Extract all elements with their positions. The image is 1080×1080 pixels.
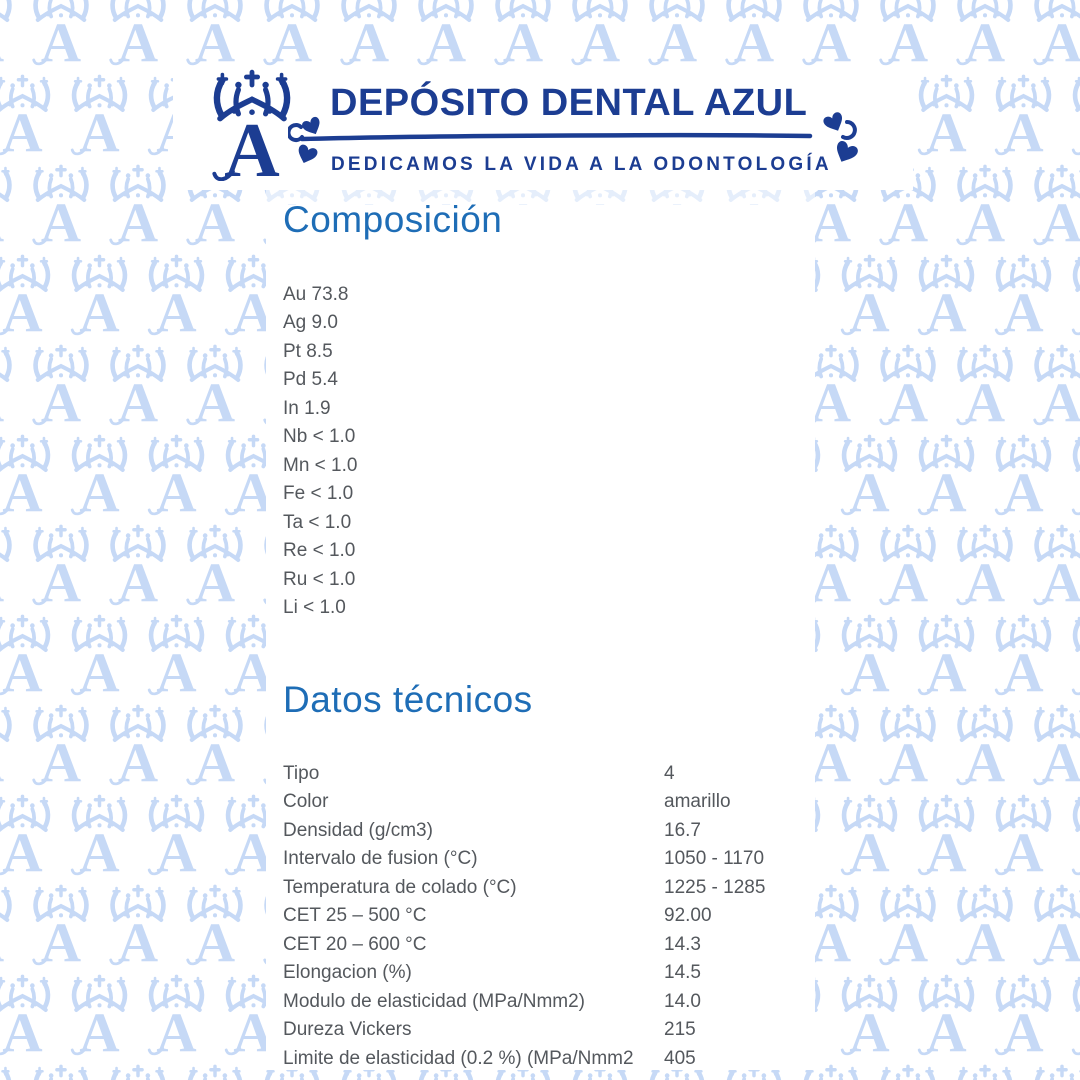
brand-tagline: DEDICAMOS LA VIDA A LA ODONTOLOGÍA [331,154,832,175]
composition-item: Fe < 1.0 [283,483,354,505]
composition-item: Mn < 1.0 [283,454,358,476]
table-row [283,760,803,788]
composition-item: Pt 8.5 [283,340,333,362]
row-label: Intervalo de fusion (°C) [283,848,478,870]
row-value: 14.3 [664,933,701,955]
row-value: 4 [664,763,675,784]
row-value: 14.0 [664,990,701,1012]
row-value: 215 [664,1019,696,1041]
composition-item: Nb < 1.0 [283,426,356,448]
table-row [283,902,803,930]
row-value: 1050 - 1170 [664,848,765,870]
row-label: CET 20 – 600 °C [283,933,427,955]
composition-item: Ag 9.0 [283,312,338,334]
table-row [283,788,803,816]
row-value: 14.5 [664,962,701,984]
table-row [283,1016,803,1044]
composition-item: Pd 5.4 [283,369,338,391]
composition-list [283,281,798,622]
row-value: 1225 - 1285 [664,876,766,898]
composition-item: Au 73.8 [283,284,349,305]
row-label: Tipo [283,763,320,784]
technical-heading: Datos técnicos [283,679,533,720]
brand-title[interactable]: DEPÓSITO DENTAL AZUL [330,82,808,124]
row-label: Limite de elasticidad (0.2 %) (MPa/Nmm2 [283,1047,634,1069]
table-row [283,845,803,873]
row-label: Densidad (g/cm3) [283,819,433,841]
composition-item: Re < 1.0 [283,540,356,562]
row-value: 405 [664,1047,696,1069]
row-value: 16.7 [664,819,701,841]
row-label: CET 25 – 500 °C [283,905,427,927]
table-row [283,874,803,902]
row-label: Temperatura de colado (°C) [283,876,517,898]
row-label: Dureza Vickers [283,1019,412,1041]
technical-table [283,760,803,1073]
composition-item: In 1.9 [283,397,331,419]
composition-item: Ta < 1.0 [283,511,352,533]
table-row [283,959,803,987]
row-value: 92.00 [664,905,712,927]
table-row [283,931,803,959]
table-row [283,988,803,1016]
table-row [283,817,803,845]
composition-item: Ru < 1.0 [283,568,356,590]
row-label: Modulo de elasticidad (MPa/Nmm2) [283,990,586,1012]
table-row [283,1045,803,1073]
composition-heading: Composición [283,199,503,240]
row-label: Color [283,791,329,813]
composition-item: Li < 1.0 [283,596,346,618]
row-label: Elongacion (%) [283,962,412,984]
crown-monogram-logo[interactable] [212,69,292,181]
row-value: amarillo [664,791,731,813]
